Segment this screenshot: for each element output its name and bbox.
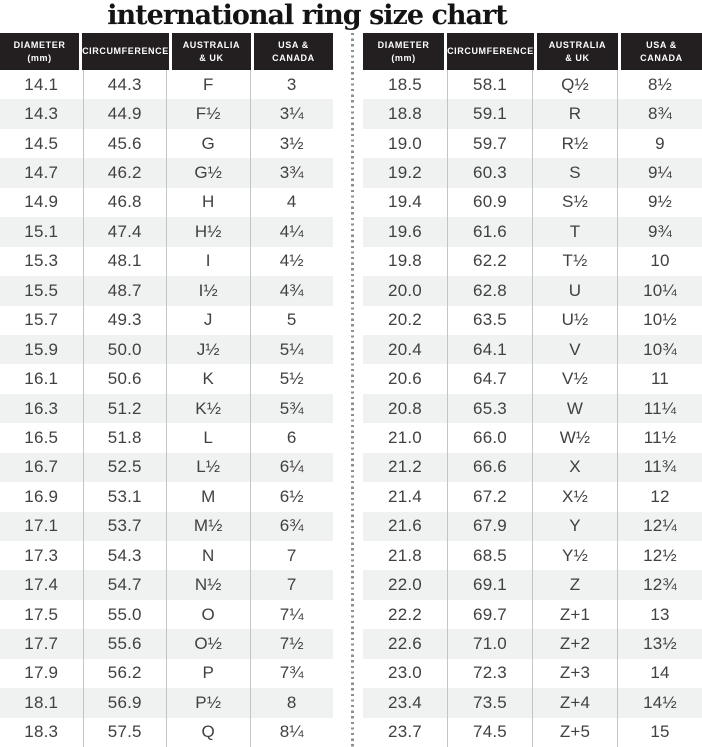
table-row [0, 688, 333, 717]
table-cell: 16.7 [24, 457, 59, 477]
table-cell: 50.0 [83, 335, 167, 364]
table-row [0, 629, 333, 658]
table-cell: 17.9 [24, 663, 59, 683]
table-cell: 19.2 [388, 163, 422, 183]
table-cell: 21.8 [388, 545, 422, 565]
table-cell: 3 [250, 70, 334, 99]
table-cell: 12¾ [617, 570, 702, 599]
table-row [363, 247, 702, 276]
table-cell: 10½ [617, 306, 702, 335]
table-cell: 20.2 [388, 310, 422, 330]
table-cell: G [166, 129, 250, 158]
table-row [363, 70, 702, 99]
column-header: DIAMETER (mm) [0, 33, 79, 70]
table-cell: Z+3 [532, 659, 617, 688]
table-cell: N½ [166, 570, 250, 599]
table-cell: O½ [166, 629, 250, 658]
table-row [0, 600, 333, 629]
table-cell: 46.2 [83, 158, 167, 187]
table-cell: 61.6 [447, 217, 532, 246]
table-cell: 62.8 [447, 276, 532, 305]
table-cell: Y½ [532, 541, 617, 570]
table-cell: 67.9 [447, 512, 532, 541]
table-cell: 18.8 [388, 104, 422, 124]
table-cell: 13½ [617, 629, 702, 658]
table-cell: 11¾ [617, 453, 702, 482]
table-cell: 50.6 [83, 364, 167, 393]
table-cell: I½ [166, 276, 250, 305]
table-row [0, 188, 333, 217]
table-cell: Q [166, 718, 250, 747]
table-divider [333, 33, 363, 747]
table-row [363, 158, 702, 187]
table-row [363, 394, 702, 423]
table-cell: F½ [166, 99, 250, 128]
table-cell: Z+2 [532, 629, 617, 658]
table-row [0, 217, 333, 246]
table-cell: 3¼ [250, 99, 334, 128]
table-cell: 16.3 [24, 398, 59, 418]
table-cell: 7 [250, 570, 334, 599]
table-body [0, 70, 333, 747]
table-cell: 12½ [617, 541, 702, 570]
table-row [363, 423, 702, 452]
table-cell: 15.5 [24, 280, 59, 300]
table-cell: K [166, 364, 250, 393]
table-cell: 65.3 [447, 394, 532, 423]
table-row [363, 512, 702, 541]
table-cell: 20.6 [388, 369, 422, 389]
table-row [0, 335, 333, 364]
table-cell: S½ [532, 188, 617, 217]
table-cell: M½ [166, 512, 250, 541]
table-cell: 4½ [250, 247, 334, 276]
table-cell: 19.6 [388, 221, 422, 241]
table-cell: I [166, 247, 250, 276]
table-cell: 60.3 [447, 158, 532, 187]
table-cell: 22.0 [388, 575, 422, 595]
table-cell: 12¼ [617, 512, 702, 541]
column-header: CIRCUMFERENCE [82, 33, 169, 70]
table-cell: 11 [617, 364, 702, 393]
table-row [0, 659, 333, 688]
table-cell: 15.7 [24, 310, 59, 330]
table-cell: 4 [250, 188, 334, 217]
table-row [0, 453, 333, 482]
table-cell: 52.5 [83, 453, 167, 482]
table-row [363, 306, 702, 335]
table-cell: 8½ [617, 70, 702, 99]
table-cell: Z+1 [532, 600, 617, 629]
table-cell: 17.7 [24, 634, 59, 654]
table-cell: O [166, 600, 250, 629]
table-cell: 3½ [250, 129, 334, 158]
column-header: DIAMETER (mm) [363, 33, 444, 70]
table-row [0, 570, 333, 599]
table-cell: 54.3 [83, 541, 167, 570]
table-row [363, 129, 702, 158]
table-cell: 14.9 [24, 192, 59, 212]
table-cell: 20.8 [388, 398, 422, 418]
table-cell: 14½ [617, 688, 702, 717]
column-header: CIRCUMFERENCE [447, 33, 534, 70]
table-cell: 6½ [250, 482, 334, 511]
table-cell: 21.2 [388, 457, 422, 477]
table-cell: 3¾ [250, 158, 334, 187]
table-cell: 8¾ [617, 99, 702, 128]
column-header: AUSTRALIA & UK [172, 33, 251, 70]
table-row [363, 659, 702, 688]
table-cell: Y [532, 512, 617, 541]
table-cell: Z+5 [532, 718, 617, 747]
chart-tables [0, 33, 702, 747]
table-cell: 72.3 [447, 659, 532, 688]
table-cell: 23.4 [388, 692, 422, 712]
table-cell: 4¾ [250, 276, 334, 305]
table-cell: 20.0 [388, 280, 422, 300]
table-cell: 22.6 [388, 634, 422, 654]
table-row [0, 482, 333, 511]
table-cell: 59.1 [447, 99, 532, 128]
table-cell: W½ [532, 423, 617, 452]
table-cell: 21.4 [388, 486, 422, 506]
table-row [363, 629, 702, 658]
table-cell: R [532, 99, 617, 128]
table-row [363, 541, 702, 570]
table-cell: 59.7 [447, 129, 532, 158]
table-cell: 51.2 [83, 394, 167, 423]
table-cell: 6 [250, 423, 334, 452]
table-cell: 17.4 [24, 575, 59, 595]
table-cell: 7 [250, 541, 334, 570]
dotted-divider-line [351, 33, 354, 747]
table-row [0, 718, 333, 747]
table-cell: X½ [532, 482, 617, 511]
table-cell: 48.7 [83, 276, 167, 305]
table-cell: H½ [166, 217, 250, 246]
table-cell: 51.8 [83, 423, 167, 452]
table-cell: 20.4 [388, 339, 422, 359]
table-cell: 5¾ [250, 394, 334, 423]
table-cell: T [532, 217, 617, 246]
table-cell: 9¾ [617, 217, 702, 246]
table-row [0, 364, 333, 393]
table-body [363, 70, 702, 747]
table-cell: 6¾ [250, 512, 334, 541]
table-cell: 53.1 [83, 482, 167, 511]
ring-size-table-right [363, 33, 702, 747]
table-cell: 5 [250, 306, 334, 335]
table-cell: W [532, 394, 617, 423]
table-cell: 58.1 [447, 70, 532, 99]
page-title: international ring size chart [107, 0, 507, 31]
table-cell: 21.6 [388, 516, 422, 536]
table-cell: Z+4 [532, 688, 617, 717]
table-row [0, 129, 333, 158]
table-cell: 18.5 [388, 74, 422, 94]
table-cell: 17.1 [24, 516, 59, 536]
table-cell: 6¼ [250, 453, 334, 482]
column-header: USA & CANADA [254, 33, 333, 70]
table-cell: G½ [166, 158, 250, 187]
table-cell: 56.2 [83, 659, 167, 688]
table-cell: 54.7 [83, 570, 167, 599]
table-cell: K½ [166, 394, 250, 423]
table-cell: 11½ [617, 423, 702, 452]
table-cell: 4¼ [250, 217, 334, 246]
table-cell: 18.3 [24, 722, 59, 742]
table-cell: 5¼ [250, 335, 334, 364]
table-cell: 68.5 [447, 541, 532, 570]
table-cell: 10¾ [617, 335, 702, 364]
table-cell: 15.1 [24, 221, 59, 241]
table-cell: 16.9 [24, 486, 59, 506]
table-row [0, 306, 333, 335]
table-cell: 19.0 [388, 133, 422, 153]
table-cell: 8¼ [250, 718, 334, 747]
table-header-row [363, 33, 702, 70]
table-cell: V½ [532, 364, 617, 393]
table-row [363, 217, 702, 246]
table-cell: 8 [250, 688, 334, 717]
table-cell: 14.7 [24, 163, 59, 183]
column-header: USA & CANADA [621, 33, 702, 70]
table-cell: 64.7 [447, 364, 532, 393]
table-row [0, 99, 333, 128]
table-row [0, 512, 333, 541]
table-cell: 12 [617, 482, 702, 511]
table-cell: 45.6 [83, 129, 167, 158]
table-row [363, 453, 702, 482]
table-cell: F [166, 70, 250, 99]
table-cell: 9¼ [617, 158, 702, 187]
table-row [363, 600, 702, 629]
table-cell: 69.1 [447, 570, 532, 599]
table-cell: N [166, 541, 250, 570]
table-row [0, 423, 333, 452]
table-cell: Q½ [532, 70, 617, 99]
table-row [363, 276, 702, 305]
table-row [363, 570, 702, 599]
table-cell: 48.1 [83, 247, 167, 276]
table-cell: H [166, 188, 250, 217]
table-cell: J [166, 306, 250, 335]
table-cell: 69.7 [447, 600, 532, 629]
table-cell: 11¼ [617, 394, 702, 423]
table-cell: 10¼ [617, 276, 702, 305]
table-row [0, 276, 333, 305]
table-cell: 7½ [250, 629, 334, 658]
table-cell: 22.2 [388, 604, 422, 624]
table-cell: P½ [166, 688, 250, 717]
table-cell: 47.4 [83, 217, 167, 246]
table-cell: 13 [617, 600, 702, 629]
table-cell: L½ [166, 453, 250, 482]
table-header-row [0, 33, 333, 70]
table-row [363, 482, 702, 511]
ring-size-table-left [0, 33, 333, 747]
table-cell: 19.8 [388, 251, 422, 271]
table-cell: 60.9 [447, 188, 532, 217]
table-cell: 14.3 [24, 104, 59, 124]
table-cell: 56.9 [83, 688, 167, 717]
table-cell: Z [532, 570, 617, 599]
table-row [363, 335, 702, 364]
table-cell: 10 [617, 247, 702, 276]
table-cell: R½ [532, 129, 617, 158]
table-row [363, 188, 702, 217]
table-cell: S [532, 158, 617, 187]
table-cell: 14.5 [24, 133, 59, 153]
table-cell: V [532, 335, 617, 364]
table-cell: 21.0 [388, 427, 422, 447]
table-row [0, 247, 333, 276]
table-cell: 18.1 [24, 692, 59, 712]
table-cell: 57.5 [83, 718, 167, 747]
table-cell: L [166, 423, 250, 452]
table-row [363, 364, 702, 393]
table-row [363, 688, 702, 717]
table-cell: 15.3 [24, 251, 59, 271]
table-cell: 66.0 [447, 423, 532, 452]
table-cell: 62.2 [447, 247, 532, 276]
table-row [0, 394, 333, 423]
table-cell: 17.5 [24, 604, 59, 624]
table-cell: 23.0 [388, 663, 422, 683]
table-cell: P [166, 659, 250, 688]
table-cell: 64.1 [447, 335, 532, 364]
table-cell: U½ [532, 306, 617, 335]
table-cell: 5½ [250, 364, 334, 393]
table-cell: 71.0 [447, 629, 532, 658]
table-row [0, 70, 333, 99]
table-cell: 9½ [617, 188, 702, 217]
column-header: AUSTRALIA & UK [537, 33, 618, 70]
table-cell: 23.7 [388, 722, 422, 742]
table-cell: 44.3 [83, 70, 167, 99]
table-cell: 19.4 [388, 192, 422, 212]
table-cell: 55.6 [83, 629, 167, 658]
table-cell: 63.5 [447, 306, 532, 335]
table-cell: J½ [166, 335, 250, 364]
table-cell: 67.2 [447, 482, 532, 511]
table-cell: 15.9 [24, 339, 59, 359]
table-cell: 16.5 [24, 427, 59, 447]
table-cell: U [532, 276, 617, 305]
table-cell: 53.7 [83, 512, 167, 541]
table-cell: 16.1 [24, 369, 59, 389]
table-row [0, 541, 333, 570]
table-cell: 7¾ [250, 659, 334, 688]
table-cell: 7¼ [250, 600, 334, 629]
table-cell: 44.9 [83, 99, 167, 128]
table-row [0, 158, 333, 187]
table-cell: T½ [532, 247, 617, 276]
table-cell: X [532, 453, 617, 482]
table-cell: 55.0 [83, 600, 167, 629]
table-row [363, 718, 702, 747]
table-cell: 66.6 [447, 453, 532, 482]
table-cell: 15 [617, 718, 702, 747]
table-cell: 9 [617, 129, 702, 158]
table-row [363, 99, 702, 128]
table-cell: M [166, 482, 250, 511]
table-cell: 73.5 [447, 688, 532, 717]
table-cell: 46.8 [83, 188, 167, 217]
table-cell: 14 [617, 659, 702, 688]
table-cell: 74.5 [447, 718, 532, 747]
table-cell: 17.3 [24, 545, 59, 565]
table-cell: 49.3 [83, 306, 167, 335]
table-cell: 14.1 [24, 74, 59, 94]
